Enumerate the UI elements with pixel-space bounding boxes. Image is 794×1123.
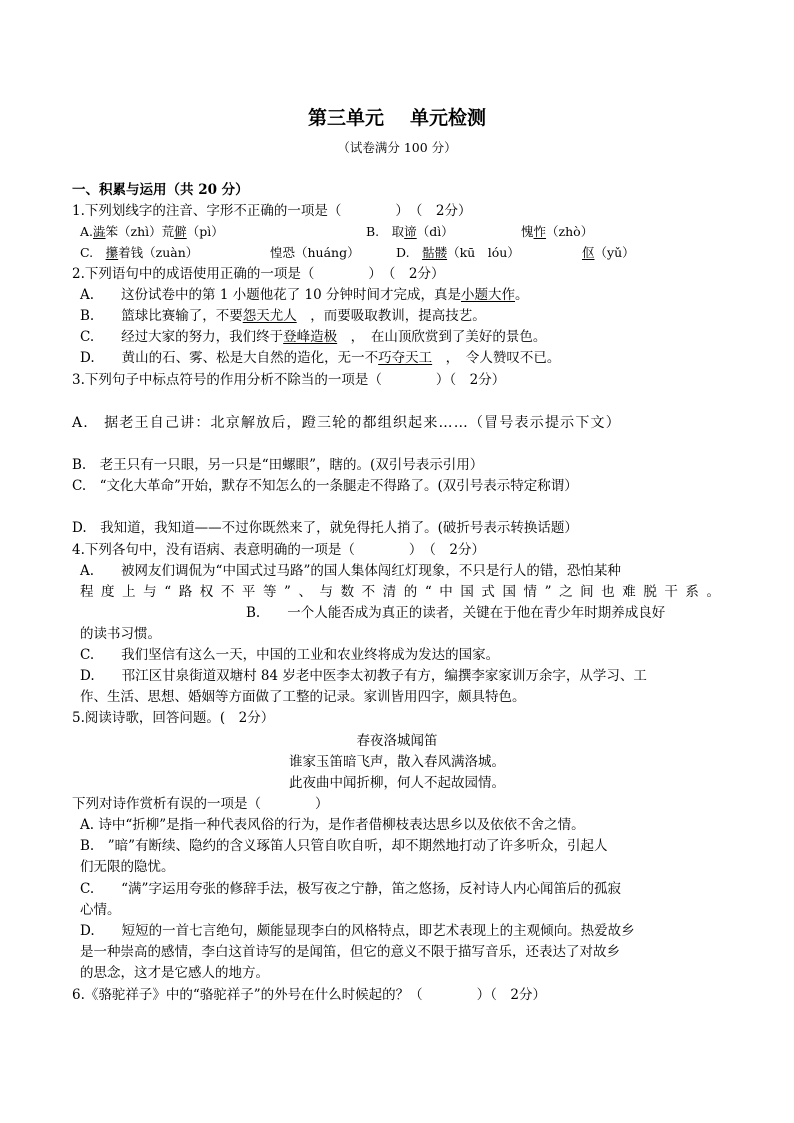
poem-line-2: 此夜曲中闻折柳，何人不起故园情。	[289, 775, 505, 791]
q5-stem: 5.阅读诗歌，回答问题。( 2分）	[72, 710, 275, 726]
q5-option-b-line1: B. ”暗”有断续、隐约的含义琢笛人只管自吹自听，却不期然地打动了许多听众，引起人	[80, 838, 608, 854]
q5-option-d-line3: 的思念，这才是它感人的地方。	[80, 965, 269, 981]
q1-option-d-word2: 伛（yǔ）	[582, 245, 635, 260]
section-heading: 一、积累与运用（共 20 分）	[72, 182, 249, 198]
q5-option-d-line1: D. 短短的一首七言绝句，颇能显现李白的风格特点，即艺术表现上的主观倾向。热爱故乡	[80, 923, 635, 939]
poem-line-1: 谁家玉笛暗飞声，散入春风满洛城。	[289, 754, 505, 770]
q2-option-c: C. 经过大家的努力，我们终于登峰造极 ， 在山顶欣赏到了美好的景色。	[80, 329, 547, 345]
q3-option-c: C. “文化大革命”开始，默存不知怎么的一条腿走不得路了。(双引号表示特定称谓）	[72, 478, 578, 494]
q5-option-b-line2: 们无限的隐忧。	[80, 859, 175, 875]
q4-option-a-line2: 程度上与“路权不平等”、与数不清的“中国式国情”之间也难脱干系。	[80, 584, 720, 600]
q4-stem: 4.下列各句中，没有语病、表意明确的一项是（ ） （ 2分）	[72, 542, 485, 558]
title-part-unit: 第三单元	[307, 107, 384, 129]
q1-stem: 1.下列划线字的注音、字形不正确的一项是（ ） （ 2分）	[72, 203, 472, 219]
q5-option-c-line2: 心情。	[80, 902, 121, 918]
q2-option-a: A. 这份试卷中的第 1 小题他花了 10 分钟时间才完成，真是小题大作。	[80, 287, 529, 303]
q3-option-a: A. 据老王自己讲：北京解放后，蹬三轮的都组织起来……（冒号表示提示下文）	[72, 415, 621, 431]
q5-option-a: A. 诗中“折柳”是指一种代表风俗的行为，是作者借柳枝表达思乡以及依依不舍之情。	[80, 817, 585, 833]
q6-stem: 6.《骆驼祥子》中的“骆驼祥子”的外号在什么时候起的？（ ）（ 2分）	[72, 987, 547, 1003]
q4-option-b-line2: 的读书习惯。	[80, 626, 161, 642]
title-part-test: 单元检测	[410, 107, 487, 129]
q3-option-b: B. 老王只有一只眼，另一只是“田螺眼”，瞎的。(双引号表示引用）	[72, 457, 484, 473]
q1-option-b-word2: 愧怍（zhò）	[521, 224, 594, 239]
q4-option-d-line1: D. 邗江区甘泉街道双塘村 84 岁老中医李太初教子有方，编撰李家家训万余字，从学习、工	[80, 668, 647, 684]
q4-option-d-line2: 作、生活、思想、婚姻等方面做了工整的记录。家训皆用四字，颇具特色。	[80, 689, 526, 705]
q1-option-d: D. 骷髅（kū lóu）	[396, 245, 520, 260]
q2-option-d: D. 黄山的石、雾、松是大自然的造化，无一不巧夺天工 ， 令人赞叹不已。	[80, 350, 561, 366]
q1-option-b: B. 取谛（dì）	[366, 224, 454, 239]
q1-option-c: C. 攥着钱（zuàn）	[80, 245, 199, 260]
q4-option-c: C. 我们坚信有这么一天，中国的工业和农业终将成为发达的国家。	[80, 647, 500, 663]
q1-option-a: A.澁笨（zhì）荒僻（pì）	[80, 224, 224, 239]
q4-option-a-line1: A. 被网友们调侃为“中国式过马路”的国人集体闯红灯现象，不只是行人的错，恐怕某种	[80, 563, 621, 579]
q2-stem: 2.下列语句中的成语使用正确的一项是（ ） （ 2分）	[72, 266, 445, 282]
q1-option-c-word2: 惶恐（huáng）	[270, 245, 360, 260]
q2-option-b: B. 篮球比赛输了，不要怨天尤人 ，而要吸取教训，提高技艺。	[80, 308, 486, 324]
q3-stem: 3.下列句子中标点符号的作用分析不除当的一项是（ ）（ 2分）	[72, 372, 506, 388]
page-title	[0, 106, 794, 130]
q4-option-b-line1: B. 一个人能否成为真正的读者，关键在于他在青少年时期养成良好	[246, 605, 666, 621]
q5-ask: 下列对诗作赏析有误的一项是（ ）	[72, 796, 329, 812]
q3-option-d: D. 我知道，我知道——不过你既然来了，就免得托人捎了。(破折号表示转换话题）	[72, 520, 578, 536]
q5-option-d-line2: 是一种崇高的感情，李白这首诗写的是闻笛，但它的意义不限于描写音乐，还表达了对故乡	[80, 944, 620, 960]
page-subtitle: （试卷满分 100 分）	[337, 140, 457, 155]
q5-option-c-line1: C. “满”字运用夸张的修辞手法，极写夜之宁静，笛之悠扬，反衬诗人内心闻笛后的孤寂	[80, 881, 621, 897]
poem-title: 春夜洛城闻笛	[356, 733, 438, 749]
